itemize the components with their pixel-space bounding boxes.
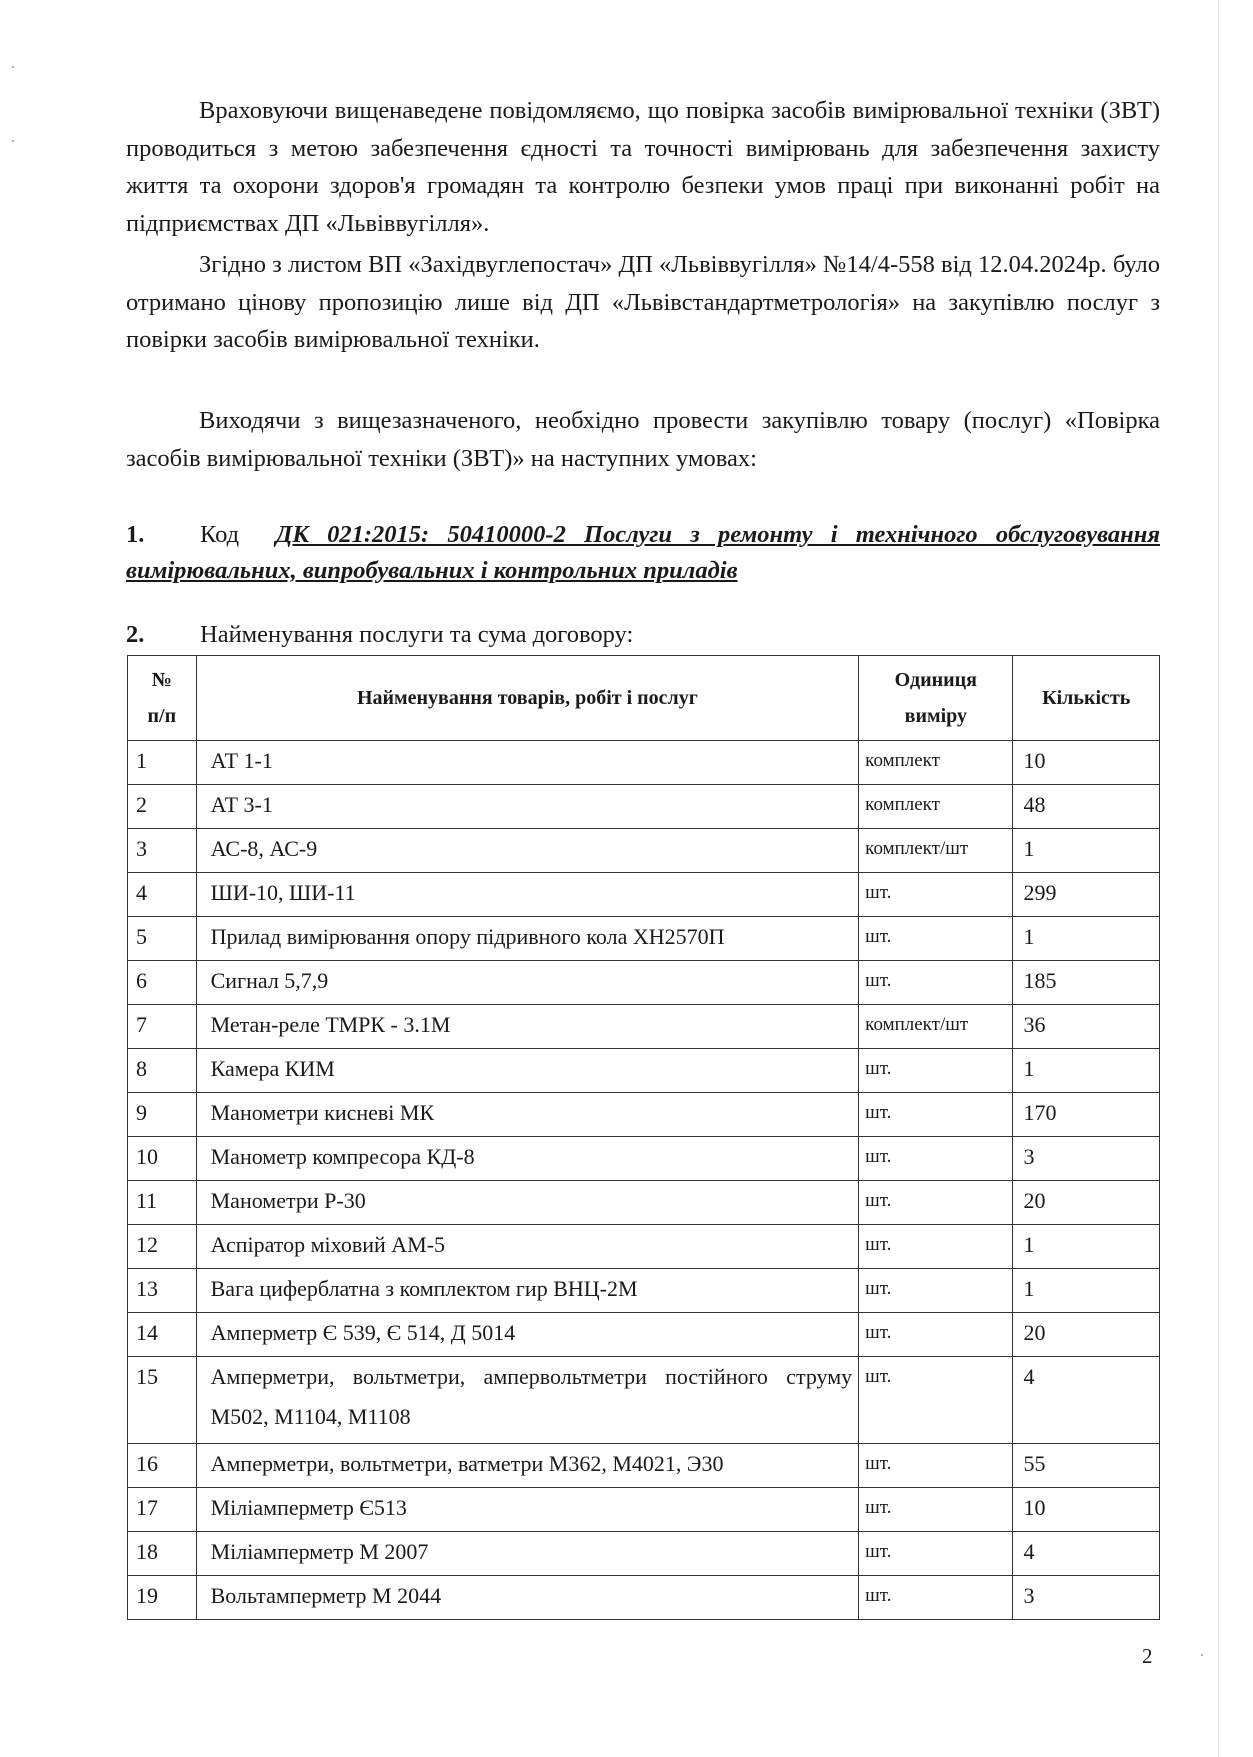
row-quantity: 10 [1013, 741, 1160, 785]
table-row [128, 1488, 1160, 1532]
table-body [128, 741, 1160, 1620]
row-unit: шт. [859, 1137, 1013, 1181]
header-num: № п/п [128, 656, 197, 741]
row-name: АТ 3-1 [196, 785, 859, 829]
table-row [128, 1137, 1160, 1181]
scan-edge-line [1218, 0, 1219, 1757]
row-number: 15 [128, 1357, 197, 1444]
row-quantity: 55 [1013, 1444, 1160, 1488]
row-number: 4 [128, 873, 197, 917]
table-row [128, 1444, 1160, 1488]
row-name: Міліамперметр Є513 [196, 1488, 859, 1532]
row-name: Метан-реле ТМРК - 3.1М [196, 1005, 859, 1049]
row-quantity: 170 [1013, 1093, 1160, 1137]
row-number: 9 [128, 1093, 197, 1137]
row-quantity: 185 [1013, 961, 1160, 1005]
row-unit: шт. [859, 1576, 1013, 1620]
row-name: Манометри кисневі МК [196, 1093, 859, 1137]
row-number: 14 [128, 1313, 197, 1357]
table-row [128, 917, 1160, 961]
row-number: 11 [128, 1181, 197, 1225]
scan-speck [12, 66, 14, 68]
paragraph-1 [126, 92, 1160, 242]
cpv-code-item [126, 517, 1160, 589]
services-table [127, 655, 1160, 1620]
table-row [128, 873, 1160, 917]
row-number: 10 [128, 1137, 197, 1181]
table-row [128, 961, 1160, 1005]
row-number: 19 [128, 1576, 197, 1620]
row-name: АТ 1-1 [196, 741, 859, 785]
table-row [128, 1313, 1160, 1357]
table-row [128, 741, 1160, 785]
table-row [128, 1005, 1160, 1049]
row-number: 12 [128, 1225, 197, 1269]
row-quantity: 1 [1013, 1269, 1160, 1313]
row-unit: шт. [859, 1225, 1013, 1269]
row-name: Прилад вимірювання опору підривного кола ХН2570П [196, 917, 859, 961]
row-unit: шт. [859, 961, 1013, 1005]
row-unit: шт. [859, 1181, 1013, 1225]
table-row [128, 1357, 1160, 1444]
row-name: Аспіратор міховий АМ-5 [196, 1225, 859, 1269]
table-header-row [128, 656, 1160, 741]
table-row [128, 1093, 1160, 1137]
row-number: 17 [128, 1488, 197, 1532]
header-unit: Одиниця виміру [859, 656, 1013, 741]
item-1-number: 1. [126, 521, 145, 548]
row-quantity: 3 [1013, 1137, 1160, 1181]
row-number: 1 [128, 741, 197, 785]
row-name: Вага циферблатна з комплектом гир ВНЦ-2М [196, 1269, 859, 1313]
table-row [128, 1049, 1160, 1093]
row-name: Міліамперметр М 2007 [196, 1532, 859, 1576]
row-number: 18 [128, 1532, 197, 1576]
row-quantity: 1 [1013, 917, 1160, 961]
row-name: Манометри Р-30 [196, 1181, 859, 1225]
row-unit: шт. [859, 1049, 1013, 1093]
row-quantity: 48 [1013, 785, 1160, 829]
row-name: Вольтамперметр М 2044 [196, 1576, 859, 1620]
row-name: АС-8, АС-9 [196, 829, 859, 873]
row-name: Амперметри, вольтметри, ампервольтметри постійного струму М502, М1104, М1108 [196, 1357, 859, 1444]
row-unit: комплект/шт [859, 829, 1013, 873]
row-number: 8 [128, 1049, 197, 1093]
row-unit: шт. [859, 1357, 1013, 1444]
row-unit: шт. [859, 873, 1013, 917]
row-quantity: 10 [1013, 1488, 1160, 1532]
table-row [128, 1532, 1160, 1576]
row-unit: шт. [859, 1269, 1013, 1313]
item-1-prefix: Код [200, 521, 240, 548]
row-number: 13 [128, 1269, 197, 1313]
row-number: 6 [128, 961, 197, 1005]
row-unit: шт. [859, 1313, 1013, 1357]
row-name: Сигнал 5,7,9 [196, 961, 859, 1005]
cpv-code: ДК 021:2015: 50410000-2 Послуги з ремонту і технічного обслуговування вимірювальних, випробувальних і контрольних приладів [126, 521, 1160, 584]
row-name: Амперметр Є 539, Є 514, Д 5014 [196, 1313, 859, 1357]
paragraph-2-text: Згідно з листом ВП «Західвуглепостач» ДП «Львіввугілля» №14/4-558 від 12.04.2024р. було отримано цінову пропозицію лише від ДП «Львівстандартметрологія» на закупівлю послуг з повірки засобів вимірювальної техніки. [126, 251, 1160, 354]
scan-speck [12, 140, 14, 142]
row-quantity: 4 [1013, 1532, 1160, 1576]
paragraph-2 [126, 246, 1160, 359]
table-row [128, 1225, 1160, 1269]
paragraph-3 [126, 402, 1160, 477]
item-2-text: Найменування послуги та сума договору: [200, 621, 634, 648]
row-unit: шт. [859, 1488, 1013, 1532]
row-quantity: 36 [1013, 1005, 1160, 1049]
row-unit: шт. [859, 1444, 1013, 1488]
paragraph-1-text: Враховуючи вищенаведене повідомляємо, що повірка засобів вимірювальної техніки (ЗВТ) проводиться з метою забезпечення єдності та точності вимірювань для забезпечення захисту життя та охорони здоров'я громадян та контролю безпеки умов праці при виконанні робіт на підприємствах ДП «Львіввугілля». [126, 97, 1160, 237]
row-unit: комплект [859, 741, 1013, 785]
row-number: 3 [128, 829, 197, 873]
row-unit: комплект [859, 785, 1013, 829]
row-quantity: 1 [1013, 1225, 1160, 1269]
table-row [128, 785, 1160, 829]
row-quantity: 4 [1013, 1357, 1160, 1444]
row-unit: шт. [859, 917, 1013, 961]
row-unit: шт. [859, 1532, 1013, 1576]
row-number: 16 [128, 1444, 197, 1488]
row-name: Камера КИМ [196, 1049, 859, 1093]
row-quantity: 299 [1013, 873, 1160, 917]
row-quantity: 1 [1013, 1049, 1160, 1093]
paragraph-3-text: Виходячи з вищезазначеного, необхідно провести закупівлю товару (послуг) «Повірка засобів вимірювальної техніки (ЗВТ)» на наступних умовах: [126, 407, 1160, 472]
table-row [128, 829, 1160, 873]
header-qty: Кількість [1013, 656, 1160, 741]
row-number: 2 [128, 785, 197, 829]
scan-speck [1201, 1654, 1203, 1656]
item-2-number: 2. [126, 621, 145, 648]
row-number: 7 [128, 1005, 197, 1049]
row-quantity: 20 [1013, 1181, 1160, 1225]
row-name: Амперметри, вольтметри, ватметри М362, М4021, Э30 [196, 1444, 859, 1488]
row-name: Манометр компресора КД-8 [196, 1137, 859, 1181]
page-number: 2 [1142, 1644, 1153, 1668]
row-quantity: 3 [1013, 1576, 1160, 1620]
row-quantity: 1 [1013, 829, 1160, 873]
table-row [128, 1181, 1160, 1225]
table-row [128, 1269, 1160, 1313]
row-name: ШИ-10, ШИ-11 [196, 873, 859, 917]
service-name-item [126, 617, 1160, 653]
row-unit: шт. [859, 1093, 1013, 1137]
header-name: Найменування товарів, робіт і послуг [196, 656, 859, 741]
table-row [128, 1576, 1160, 1620]
row-unit: комплект/шт [859, 1005, 1013, 1049]
row-number: 5 [128, 917, 197, 961]
row-quantity: 20 [1013, 1313, 1160, 1357]
